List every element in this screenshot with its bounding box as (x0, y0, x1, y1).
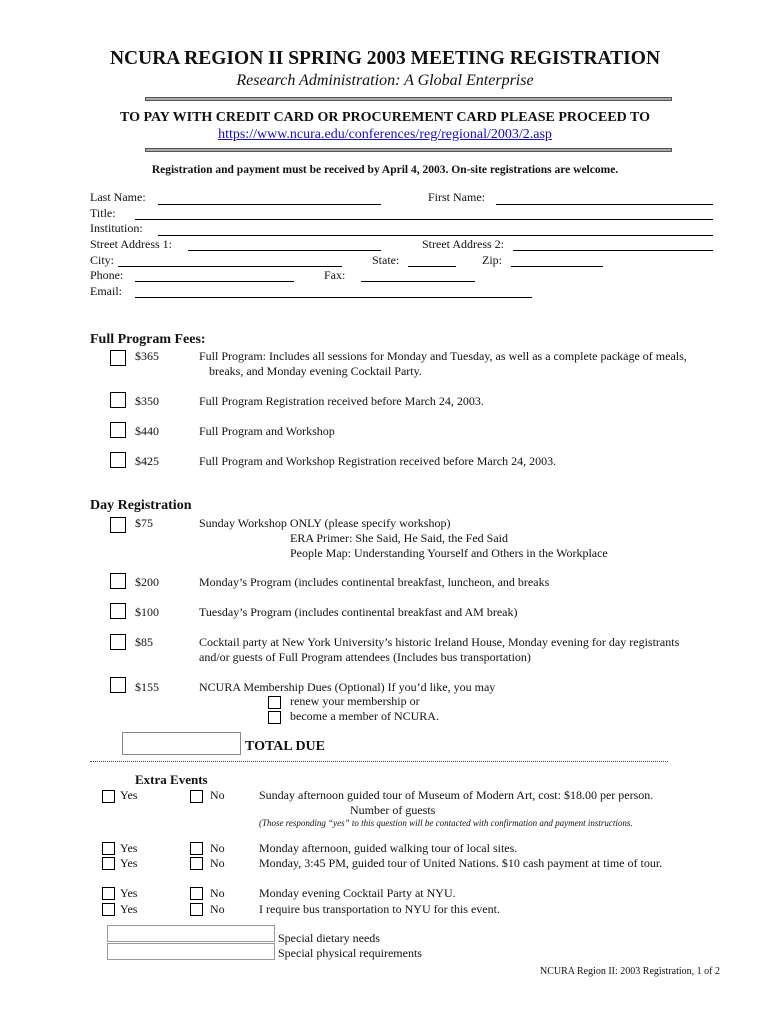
price: $100 (135, 605, 159, 619)
divider (145, 148, 672, 152)
no-label: No (210, 856, 225, 870)
yes-checkbox[interactable] (102, 790, 115, 803)
full-program-workshop-checkbox[interactable] (110, 422, 126, 438)
monday-program-checkbox[interactable] (110, 573, 126, 589)
membership-dues-checkbox[interactable] (110, 677, 126, 693)
fax-field[interactable] (361, 281, 475, 282)
responding-note: (Those responding “yes” to this question will be contacted with confirmation and payment instructions. (259, 818, 633, 828)
state-field[interactable] (408, 266, 456, 267)
street2-field[interactable] (513, 250, 713, 251)
dietary-needs-field[interactable] (107, 925, 275, 942)
full-program-checkbox[interactable] (110, 350, 126, 366)
page-title: NCURA REGION II SPRING 2003 MEETING REGISTRATION (109, 48, 661, 69)
yes-checkbox[interactable] (102, 842, 115, 855)
price: $85 (135, 635, 153, 649)
tuesday-program-checkbox[interactable] (110, 603, 126, 619)
registration-link[interactable]: https://www.ncura.edu/conferences/reg/regional/2003/2.asp (218, 127, 552, 142)
fee-description: Full Program and Workshop Registration received before March 24, 2003. (199, 454, 557, 468)
new-membership-checkbox[interactable] (268, 711, 281, 724)
event-description: Sunday afternoon guided tour of Museum of Modern Art, cost: $18.00 per person. (259, 788, 654, 802)
city-label: City: (90, 253, 115, 267)
sunday-workshop-checkbox[interactable] (110, 517, 126, 533)
price: $155 (135, 680, 159, 694)
state-label: State: (372, 253, 400, 267)
fee-description: breaks, and Monday evening Cocktail Party. (209, 364, 422, 378)
page-subtitle: Research Administration: A Global Enterprise (236, 72, 534, 89)
yes-label: Yes (120, 788, 138, 802)
cocktail-party-checkbox[interactable] (110, 634, 126, 650)
membership-option: renew your membership or (290, 694, 420, 708)
yes-checkbox[interactable] (102, 903, 115, 916)
dietary-needs-label: Special dietary needs (278, 931, 380, 945)
yes-label: Yes (120, 902, 138, 916)
number-of-guests-label: Number of guests (350, 803, 436, 817)
fee-description: NCURA Membership Dues (Optional) If you’d like, you may (199, 680, 496, 694)
full-program-early-checkbox[interactable] (110, 392, 126, 408)
first-name-field[interactable] (496, 204, 713, 205)
last-name-label: Last Name: (90, 190, 146, 204)
street1-label: Street Address 1: (90, 237, 172, 251)
event-description: Monday afternoon, guided walking tour of local sites. (259, 841, 518, 855)
fax-label: Fax: (324, 268, 346, 282)
no-label: No (210, 788, 225, 802)
fee-description: Full Program: Includes all sessions for Monday and Tuesday, as well as a complete package of meals, (199, 349, 687, 363)
physical-requirements-label: Special physical requirements (278, 946, 422, 960)
price: $350 (135, 394, 159, 408)
day-registration-heading: Day Registration (90, 498, 192, 513)
event-description: I require bus transportation to NYU for this event. (259, 902, 500, 916)
fee-description: and/or guests of Full Program attendees (Includes bus transportation) (199, 650, 531, 664)
fee-description: Tuesday’s Program (includes continental breakfast and AM break) (199, 605, 518, 619)
full-program-workshop-early-checkbox[interactable] (110, 452, 126, 468)
yes-label: Yes (120, 841, 138, 855)
yes-label: Yes (120, 886, 138, 900)
workshop-option: ERA Primer: She Said, He Said, the Fed Said (290, 531, 508, 545)
title-label: Title: (90, 206, 116, 220)
total-due-field[interactable] (122, 732, 241, 755)
phone-field[interactable] (135, 281, 294, 282)
extra-events-heading: Extra Events (135, 772, 208, 787)
no-checkbox[interactable] (190, 857, 203, 870)
membership-option: become a member of NCURA. (290, 709, 439, 723)
no-checkbox[interactable] (190, 903, 203, 916)
first-name-label: First Name: (428, 190, 485, 204)
no-label: No (210, 841, 225, 855)
no-label: No (210, 902, 225, 916)
price: $440 (135, 424, 159, 438)
street1-field[interactable] (188, 250, 381, 251)
physical-requirements-field[interactable] (107, 943, 275, 960)
title-field[interactable] (135, 219, 713, 220)
deadline-note: Registration and payment must be received by April 4, 2003. On-site registrations are welcome. (151, 164, 619, 176)
divider (145, 97, 672, 101)
page-footer: NCURA Region II: 2003 Registration, 1 of 2 (540, 966, 720, 977)
price: $200 (135, 575, 159, 589)
price: $425 (135, 454, 159, 468)
institution-label: Institution: (90, 221, 143, 235)
institution-field[interactable] (158, 235, 713, 236)
no-checkbox[interactable] (190, 842, 203, 855)
price: $365 (135, 349, 159, 363)
event-description: Monday, 3:45 PM, guided tour of United Nations. $10 cash payment at time of tour. (259, 856, 663, 870)
renew-membership-checkbox[interactable] (268, 696, 281, 709)
phone-label: Phone: (90, 268, 124, 282)
zip-field[interactable] (511, 266, 603, 267)
fee-description: Sunday Workshop ONLY (please specify workshop) (199, 516, 451, 530)
payment-notice: TO PAY WITH CREDIT CARD OR PROCUREMENT CARD PLEASE PROCEED TO (119, 110, 650, 125)
fee-description: Full Program Registration received before March 24, 2003. (199, 394, 484, 408)
fee-description: Monday’s Program (includes continental breakfast, luncheon, and breaks (199, 575, 550, 589)
total-due-label: TOTAL DUE (245, 739, 326, 754)
no-checkbox[interactable] (190, 887, 203, 900)
workshop-option: People Map: Understanding Yourself and Others in the Workplace (290, 546, 608, 560)
full-program-heading: Full Program Fees: (90, 332, 206, 347)
fee-description: Full Program and Workshop (199, 424, 335, 438)
zip-label: Zip: (482, 253, 502, 267)
divider (90, 761, 668, 762)
fee-description: Cocktail party at New York University’s historic Ireland House, Monday evening for day registrants (199, 635, 680, 649)
price: $75 (135, 516, 153, 530)
email-field[interactable] (135, 297, 532, 298)
no-label: No (210, 886, 225, 900)
yes-label: Yes (120, 856, 138, 870)
no-checkbox[interactable] (190, 790, 203, 803)
city-field[interactable] (118, 266, 342, 267)
last-name-field[interactable] (158, 204, 381, 205)
yes-checkbox[interactable] (102, 887, 115, 900)
street2-label: Street Address 2: (422, 237, 504, 251)
yes-checkbox[interactable] (102, 857, 115, 870)
event-description: Monday evening Cocktail Party at NYU. (259, 886, 456, 900)
email-label: Email: (90, 284, 122, 298)
